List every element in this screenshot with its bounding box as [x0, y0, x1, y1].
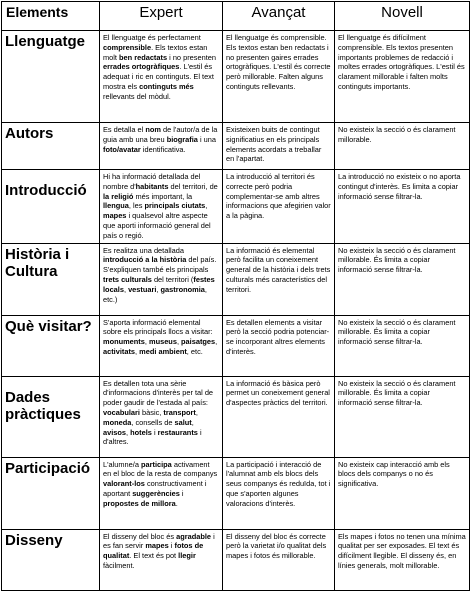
header-elements: Elements	[2, 2, 100, 31]
element-label: Història i Cultura	[2, 243, 100, 315]
element-label: Què visitar?	[2, 315, 100, 376]
emphasis-text: llengua	[103, 201, 129, 211]
novell-cell: No existeix la secció o és clarament millorable. És limita a copiar informació sense filtrar-la.	[335, 376, 470, 457]
header-row	[2, 2, 470, 31]
emphasis-text: mapes	[145, 541, 169, 551]
emphasis-text: agradable	[176, 531, 212, 541]
novell-cell: No existeix la secció o és clarament millorable.	[335, 123, 470, 170]
novell-cell: No existeix la secció o és clarament millorable. És limita a copiar informació sense filtrar-la.	[335, 243, 470, 315]
rubric-row-historia-cultura	[2, 243, 470, 315]
emphasis-text: propostes de millora	[103, 498, 176, 508]
element-label: Disseny	[2, 529, 100, 590]
emphasis-text: valorant-los	[103, 479, 145, 489]
emphasis-text: llegir	[178, 551, 196, 561]
rubric-row-dades-practiques	[2, 376, 470, 457]
emphasis-text: monuments	[103, 337, 145, 347]
expert-cell: El disseny del bloc és agradable i es fan servir mapes i fotos de qualitat. El text és pot llegir fàcilment.	[100, 529, 223, 590]
element-label: Introducció	[2, 170, 100, 244]
emphasis-text: activitats	[103, 346, 136, 356]
rubric-row-llenguatge	[2, 31, 470, 123]
emphasis-text: introducció a la història	[103, 255, 187, 265]
element-label: Autors	[2, 123, 100, 170]
novell-cell: El llenguatge és difícilment comprensible. Els textos presenten importants problemes de redacció i moltes errades ortogràfiques. L'estil és clarament millorable i falten molts continguts importants.	[335, 31, 470, 123]
avancat-cell: La introducció al territori és correcte però podria complementar-se amb altres informacions que afegirien valor a la pàgina.	[223, 170, 335, 244]
avancat-cell: La informació és bàsica però permet un coneixement general d'aspectes pràctics del territori.	[223, 376, 335, 457]
emphasis-text: nom	[145, 125, 161, 134]
emphasis-text: museus	[149, 337, 177, 347]
emphasis-text: avisos	[103, 427, 127, 437]
emphasis-text: transport	[163, 407, 196, 417]
emphasis-text: paisatges	[181, 337, 216, 347]
emphasis-text: vocabulari	[103, 407, 140, 417]
avancat-cell: Existeixen buits de contingut significatius en els principals elements acordats a treballar en l'apartat.	[223, 123, 335, 170]
avancat-cell: El disseny del bloc és correcte però la varietat i/o qualitat dels mapes i fotos és millorable.	[223, 529, 335, 590]
avancat-cell: El llenguatge és comprensible. Els textos estan ben redactats i no presenten gaires errades ortogràfiques. L'estil és correcte però millorable. Falten alguns continguts rellevants.	[223, 31, 335, 123]
emphasis-text: habitants	[135, 181, 169, 191]
emphasis-text: hotels	[130, 427, 152, 437]
expert-cell: Es detallen tota una sèrie d'informacions d'interès per tal de poder gaudir de l'estada al país: vocabulari bàsic, transport, moneda, consells de salut, avisos, hotels i restaurants i d'altres.	[100, 376, 223, 457]
rubric-row-que-visitar	[2, 315, 470, 376]
emphasis-text: moneda	[103, 417, 132, 427]
emphasis-text: medi ambient	[139, 346, 187, 356]
emphasis-text: ben redactats	[119, 52, 168, 62]
emphasis-text: errades ortogràfiques	[103, 62, 180, 72]
emphasis-text: festes locals	[103, 274, 215, 294]
emphasis-text: vestuari	[128, 284, 157, 294]
header-novell: Novell	[335, 2, 470, 31]
emphasis-text: participa	[140, 459, 172, 469]
emphasis-text: la religió	[103, 191, 134, 201]
emphasis-text: gastronomia	[160, 284, 205, 294]
expert-cell: S'aporta informació elemental sobre els principals llocs a visitar: monuments, museus, paisatges, activitats, medi ambient, etc.	[100, 315, 223, 376]
rubric-row-autors	[2, 123, 470, 170]
expert-cell: Hi ha informació detallada del nombre d'habitants del territori, de la religió més important, la llengua, les principals ciutats, mapes i qualsevol altre aspecte que aporti informació general del país o regió.	[100, 170, 223, 244]
emphasis-text: comprensible	[103, 42, 152, 52]
emphasis-text: foto/avatar	[103, 144, 141, 154]
expert-cell: Es detalla el nom de l'autor/a de la guia amb una breu biografia i una foto/avatar identificativa.	[100, 123, 223, 170]
expert-cell: El llenguatge és perfectament comprensible. Els textos estan molt ben redactats i no presenten errades ortogràfiques. L'estil és adequat i ric en continguts. El text mostra els continguts més rellevants del mòdul.	[100, 31, 223, 123]
novell-cell: No existeix la secció o és clarament millorable. És limita a copiar informació sense filtrar-la.	[335, 315, 470, 376]
avancat-cell: La participació i interacció de l'alumnat amb els blocs dels seus companys és reduïda, tot i que s'aporten algunes valoracions d'interès.	[223, 457, 335, 529]
expert-cell: L'alumne/a participa activament en el bloc de la resta de companys valorant-los constructivament i aportant suggerències i propostes de millora.	[100, 457, 223, 529]
emphasis-text: trets culturals	[103, 274, 152, 284]
emphasis-text: suggerències	[132, 488, 180, 498]
novell-cell: Els mapes i fotos no tenen una mínima qualitat per ser exposades. El text és difícilment llegible. El disseny és, en línies generals, molt millorable.	[335, 529, 470, 590]
expert-cell: Es realitza una detallada introducció a la història del país. S'expliquen també els principals trets culturals del territori (festes locals, vestuari, gastronomia, etc.)	[100, 243, 223, 315]
rubric-table	[1, 1, 470, 591]
emphasis-text: fotos de qualitat	[103, 541, 204, 561]
header-expert: Expert	[100, 2, 223, 31]
element-label: Participació	[2, 457, 100, 529]
emphasis-text: mapes	[103, 211, 127, 221]
novell-cell: La introducció no existeix o no aporta contingut d'interès. Es limita a copiar informació sense filtrar-la.	[335, 170, 470, 244]
element-label: Llenguatge	[2, 31, 100, 123]
rubric-row-participacio	[2, 457, 470, 529]
rubric-body	[2, 31, 470, 591]
avancat-cell: La informació és elemental però facilita un coneixement general de la història i dels trets culturals més característics del territori.	[223, 243, 335, 315]
emphasis-text: biografia	[166, 134, 198, 144]
emphasis-text: continguts més	[139, 81, 194, 91]
emphasis-text: salut	[174, 417, 192, 427]
avancat-cell: Es detallen elements a visitar però la secció podria potenciar-se incorporant altres elements d'interès.	[223, 315, 335, 376]
header-avancat: Avançat	[223, 2, 335, 31]
element-label: Dades pràctiques	[2, 376, 100, 457]
novell-cell: No existeix cap interacció amb els blocs dels companys o no és significativa.	[335, 457, 470, 529]
emphasis-text: restaurants	[157, 427, 198, 437]
rubric-row-disseny	[2, 529, 470, 590]
emphasis-text: principals ciutats	[144, 201, 206, 211]
rubric-row-introduccio	[2, 170, 470, 244]
